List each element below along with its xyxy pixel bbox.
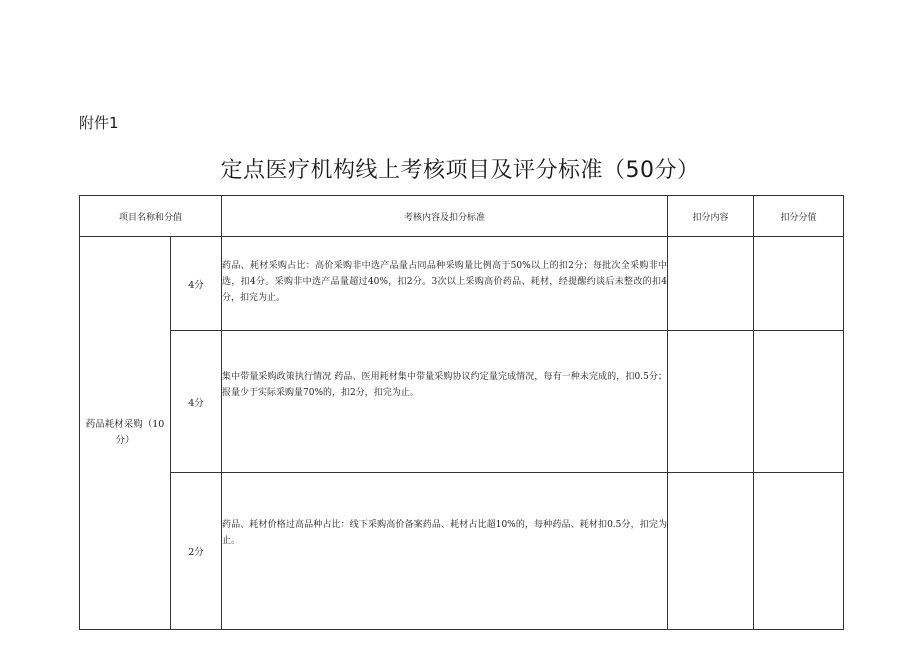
criteria-lead: 药品、耗材价格过高品种占比： bbox=[222, 520, 350, 530]
points-cell: 4分 bbox=[171, 237, 222, 331]
document-title: 定点医疗机构线上考核项目及评分标准（50分） bbox=[220, 158, 700, 183]
category-cell: 药品耗材采购（10分） bbox=[80, 237, 171, 630]
table-row bbox=[80, 237, 844, 331]
header-deduction-score: 扣分分值 bbox=[754, 196, 844, 237]
deduction-score-cell bbox=[754, 237, 844, 331]
points-cell: 2分 bbox=[171, 473, 222, 630]
criteria-lead: 药品、耗材采购占比： bbox=[222, 261, 316, 271]
criteria-text: 线下采购高价备案药品、耗材占比超10%的，每种药品、耗材扣0.5分，扣完为止。 bbox=[222, 520, 668, 546]
points-cell: 4分 bbox=[171, 331, 222, 473]
header-deduction-content: 扣分内容 bbox=[668, 196, 754, 237]
header-item-name: 项目名称和分值 bbox=[80, 196, 222, 237]
criteria-text: 药品、医用耗材集中带量采购协议约定量完成情况，每有一种未完成的，扣0.5分；报量少于实际采购量70%的，扣2分，扣完为止。 bbox=[222, 372, 667, 398]
deduction-score-cell bbox=[754, 473, 844, 630]
criteria-text: 高价采购非中选产品量占同品种采购量比例高于50%以上的扣2分；每批次全采购非中选，扣4分。采购非中选产品量超过40%，扣2分。3次以上采购高价药品、耗材，经提醒约谈后未整改的扣4分，扣完为止。 bbox=[222, 261, 668, 303]
table-row bbox=[80, 331, 844, 473]
criteria-cell bbox=[222, 331, 668, 473]
table-row bbox=[80, 473, 844, 630]
attachment-label: 附件1 bbox=[79, 114, 119, 132]
criteria-lead: 集中带量采购政策执行情况 bbox=[222, 372, 332, 382]
deduction-score-cell bbox=[754, 331, 844, 473]
criteria-cell bbox=[222, 237, 668, 331]
deduction-content-cell bbox=[668, 473, 754, 630]
scoring-table bbox=[79, 195, 844, 630]
deduction-content-cell bbox=[668, 237, 754, 331]
deduction-content-cell bbox=[668, 331, 754, 473]
table-header-row bbox=[80, 196, 844, 237]
header-assessment-content: 考核内容及扣分标准 bbox=[222, 196, 668, 237]
criteria-cell bbox=[222, 473, 668, 630]
